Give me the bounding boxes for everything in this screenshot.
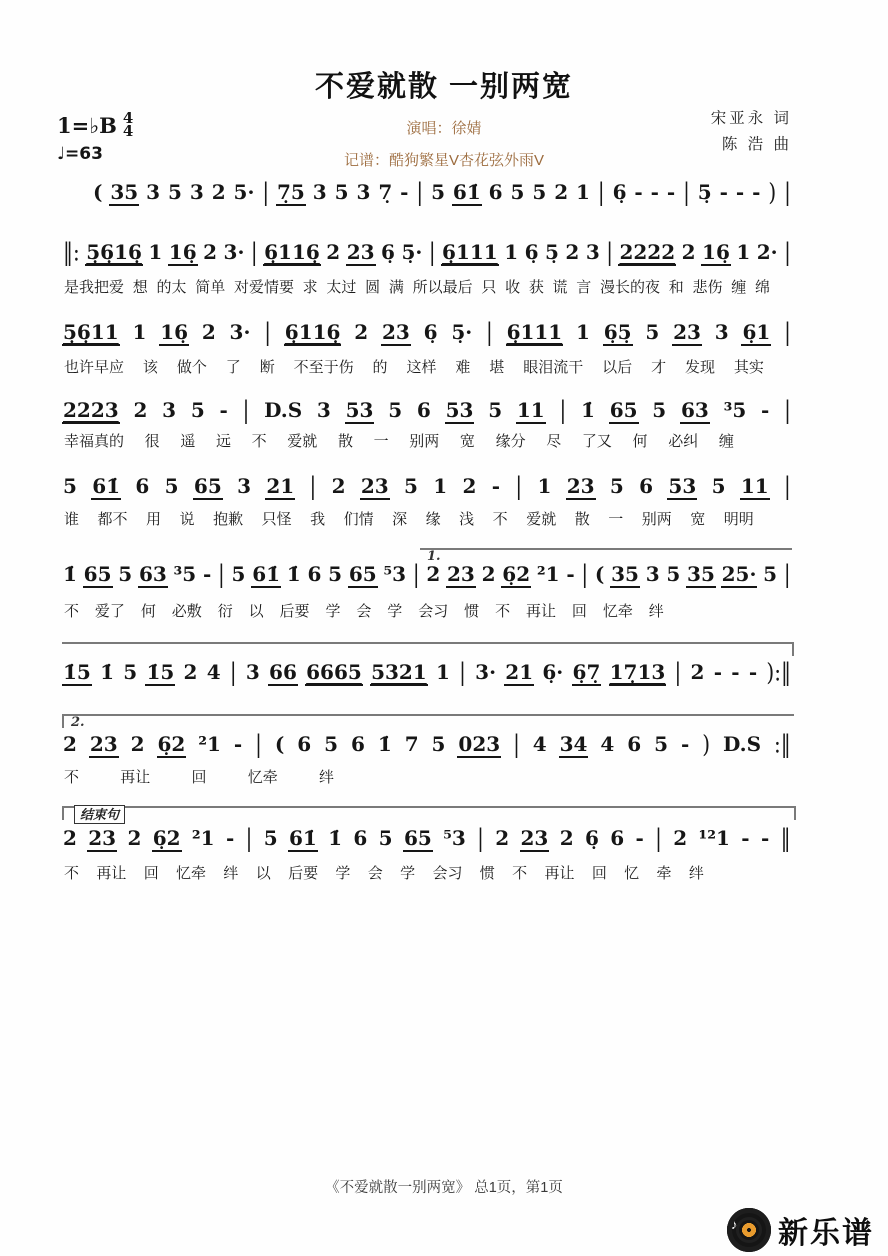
transcriber-credit: 记谱：酷狗繁星V杏花弦外雨V [343,152,544,169]
xinyuepu-logo [727,1208,874,1252]
logo-text: 新乐谱 [778,1217,874,1250]
system-6-lyrics: 不 爱了 何 必敷 衍 以 后要 学 会 学 会习 惯 不 再让 回 忆牵 绊 [64,603,664,620]
lyricist-credit: 宋亚永 词 [710,110,792,127]
second-ending-bracket [62,714,794,728]
system-4-lyrics: 幸福真的 很 遥 远 不 爱就 散 一 别两 宽 缘分 尽 了又 何 必纠 缠 [64,433,734,450]
system-3-lyrics: 也许早应 该 做个 了 断 不至于伤 的 这样 难 堪 眼泪流干 以后 才 发现 其实 [64,359,764,376]
page-footer: 《不爱就散一别两宽》 总1页，第1页 [325,1180,563,1196]
first-ending-label: 1. [427,549,441,564]
system-6-notes: 1̇ 65 5 63 ³5 - | 5 61̇ 1̇ 6 5 65 ⁵3 | 2 23 2 6̣2 ²1 - | ( 35 3 5 35 25· 5 | [63,559,791,589]
first-ending-line [62,642,794,656]
system-2-notes: ‖: 5̣6̣16̣ 1 16̣ 2 3· | 6̣116̣ 2 23 6̣ 5̣· | 6̣111 1 6̣ 5̣ 2 3 | 2222 2 16̣ 1 2· | [63,237,791,267]
system-3-notes: 5̣6̣11 1 16̣ 2 3· | 6̣116̣ 2 23 6̣ 5̣· | 6̣111 1 6̣5̣ 5 23 3 6̣1 | [63,317,791,347]
time-signature-top: 4 [122,109,134,127]
system-8-notes: 2 23 2 6̣2 ²1 - | ( 6 5 6 1̇ 7 5 023 | 4 34 4 6 5 - ) D.S :‖ [63,729,791,759]
second-ending-label: 2. [71,715,85,730]
coda-label: 结束句 [74,805,125,824]
system-5-notes: 5 61̇ 6 5 65 3 21 | 2 23 5 1 2 - | 1 23 5 6 53 5 11 | [63,471,791,501]
music-note-icon: ♪ [731,1217,738,1232]
system-7-notes: 1̇5 1̇ 5 1̇5 2 4 | 3 66 6665 5321 1 | 3· 21 6̣· 6̣7̣ 17̣13 | 2 - - - ):‖ [63,657,791,687]
composer-credit: 陈 浩 曲 [721,136,792,153]
performer-credit: 演唱：徐婧 [406,120,482,137]
system-9-notes: 2 23 2 6̣2 ²1 - | 5 61̇ 1̇ 6 5 65 ⁵3 | 2 23 2 6̣ 6 - | 2 ¹²1 - - ‖ [63,823,791,853]
system-4-notes: 2223 2 3 5 - | D.S 3 53 5 6 53 5 11 | 1̇ 65 5 63 ³5 - | [63,395,791,425]
vinyl-record-icon [727,1208,771,1252]
system-8-lyrics: 不 再让 回 忆牵 绊 [64,769,334,786]
system-1-notes: ( 35 3 5 3 2 5· | 7̣5 3 5 3 7̣ - | 5 61̇ 6 5 5 2 1 | 6̣ - - - | 5̣ - - - ) | [93,177,791,207]
time-signature-bottom: 4 [122,122,134,140]
song-title: 不爱就散 一别两宽 [314,71,574,103]
system-5-lyrics: 谁 都不 用 说 抱歉 只怪 我 们情 深 缘 浅 不 爱就 散 一 别两 宽 明明 [64,511,754,528]
first-ending-bracket [420,548,792,562]
system-2-lyrics: 是我把爱 想 的太 简单 对爱情要 求 太过 圆 满 所以最后 只 收 获 谎 言 漫长的夜 和 悲伤 缠 绵 [64,279,770,296]
key-text: 1=♭B [57,112,117,138]
system-9-lyrics: 不 再让 回 忆牵 绊 以 后要 学 会 学 会习 惯 不 再让 回 忆 牵 绊 [64,865,704,882]
tempo-marking: ♩=63 [57,144,103,164]
coda-bracket [62,806,796,820]
